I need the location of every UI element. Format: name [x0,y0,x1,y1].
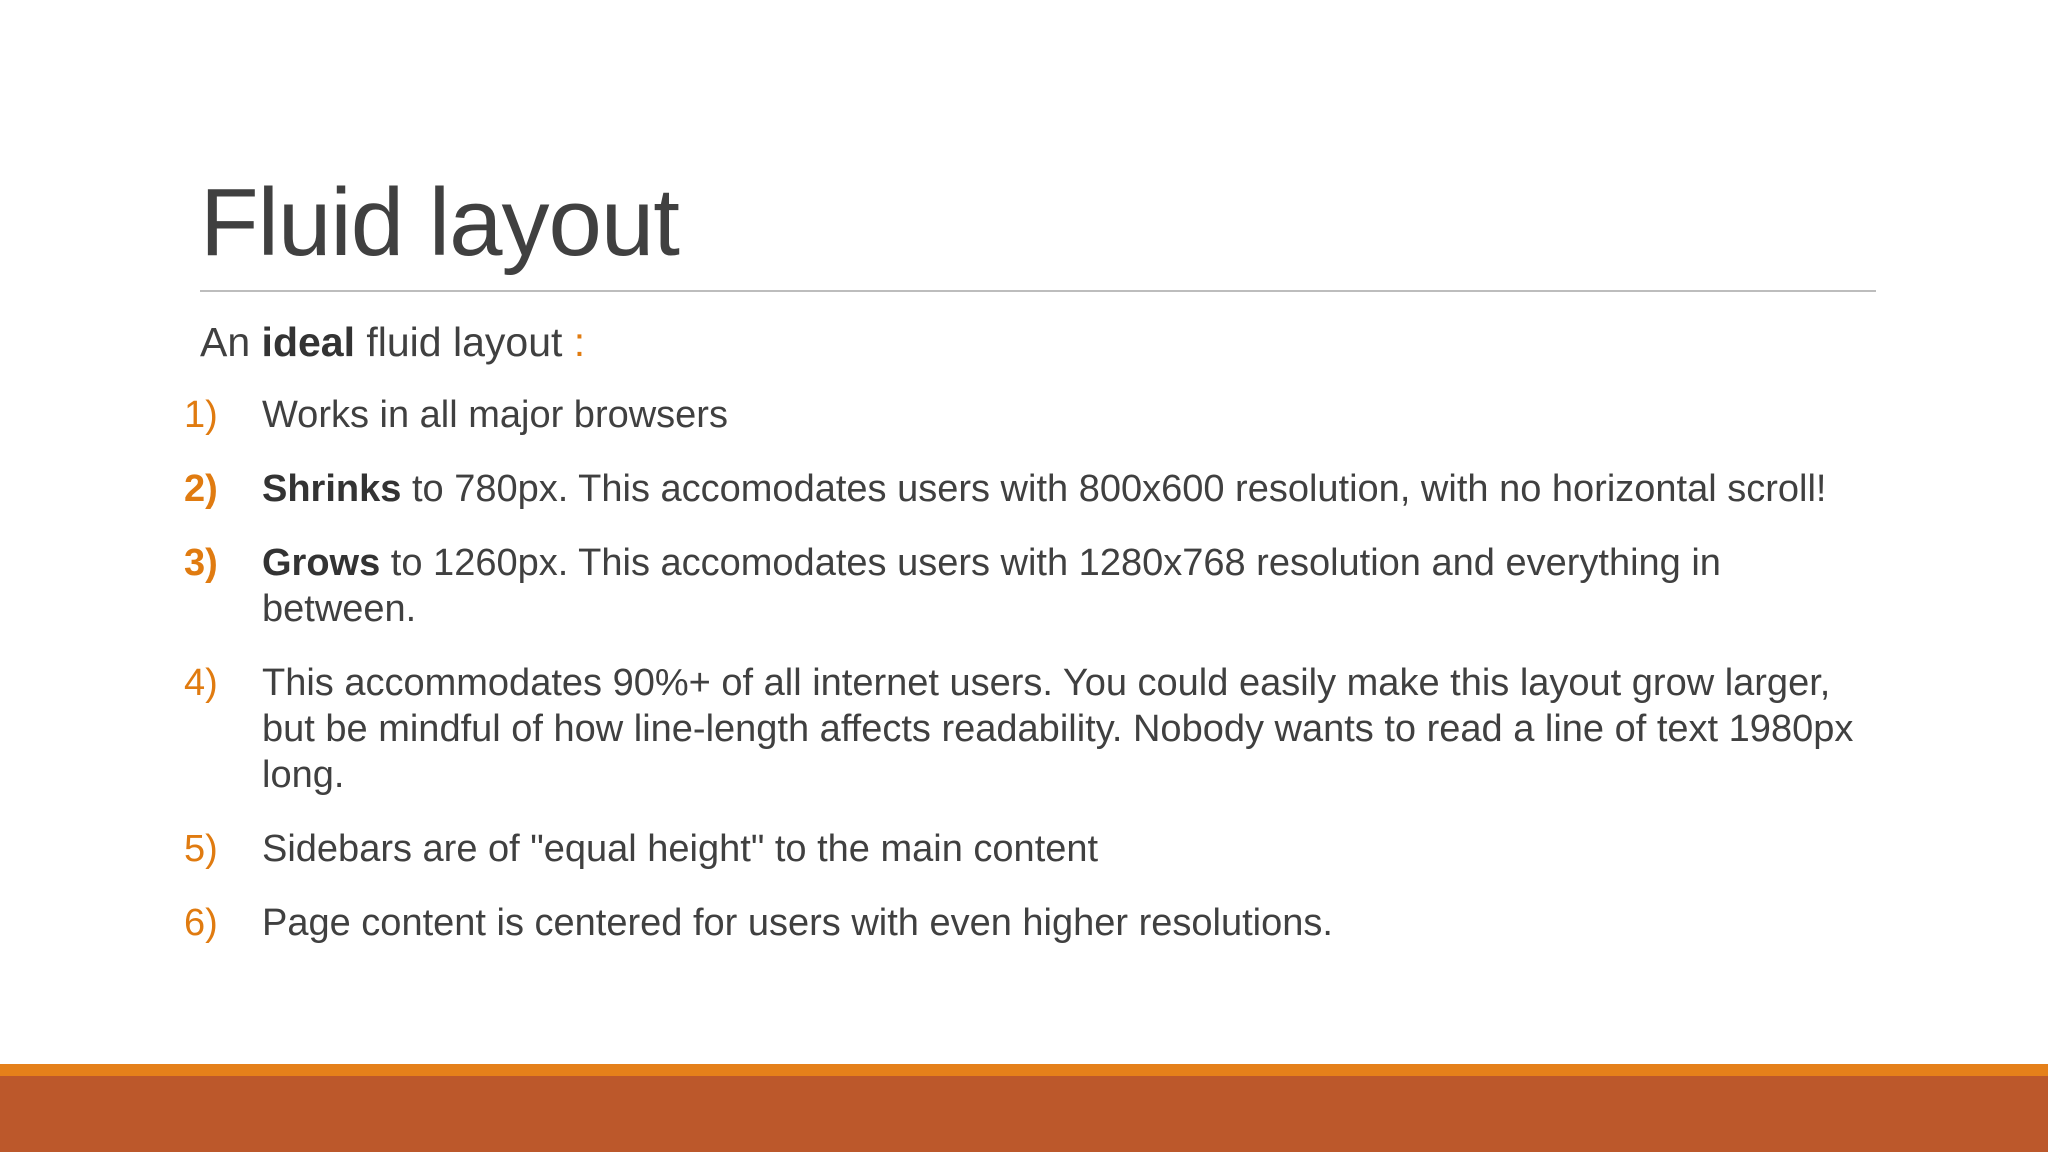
footer-accent-bar [0,1064,2048,1076]
footer-bar [0,1076,2048,1152]
list-text-bold: Grows [262,542,381,584]
list-text [262,900,1884,946]
list-text-body: to 780px. This accomodates users with 800x600 resolution, with no horizontal scroll! [401,468,1827,510]
list-number: 5) [184,828,218,870]
list-text-body: Page content is centered for users with even higher resolutions. [262,902,1333,944]
slide-title: Fluid layout [200,169,679,276]
list-text-bold: Shrinks [262,468,402,510]
title-divider [200,290,1876,292]
list-item [184,900,1884,946]
subtitle-suffix: fluid layout [354,319,574,365]
subtitle-prefix: An [200,319,262,365]
list-number: 3) [184,542,218,584]
list-item [184,392,1884,438]
list-text-body: This accommodates 90%+ of all internet users. You could easily make this layout grow larger, but be mindful of how line-length affects readability. Nobody wants to read a line of text 1980px long. [262,662,1854,796]
list-text [262,826,1884,872]
list-item [184,660,1884,798]
list-item [184,466,1884,512]
subtitle-colon: : [573,319,586,365]
list-text-body: to 1260px. This accomodates users with 1280x768 resolution and everything in between. [262,542,1721,630]
list-item [184,540,1884,632]
list-number: 2) [184,468,218,510]
slide-subtitle [200,314,585,370]
list-text [262,392,1884,438]
list-number: 6) [184,902,218,944]
list-text-body: Sidebars are of "equal height" to the main content [262,828,1099,870]
list-text [262,466,1884,512]
list-text [262,540,1884,632]
list-text [262,660,1884,798]
list-text-body: Works in all major browsers [262,394,728,436]
numbered-list [184,392,1884,974]
list-item [184,826,1884,872]
list-number: 4) [184,662,218,704]
subtitle-bold: ideal [261,319,355,365]
list-number: 1) [184,394,218,436]
